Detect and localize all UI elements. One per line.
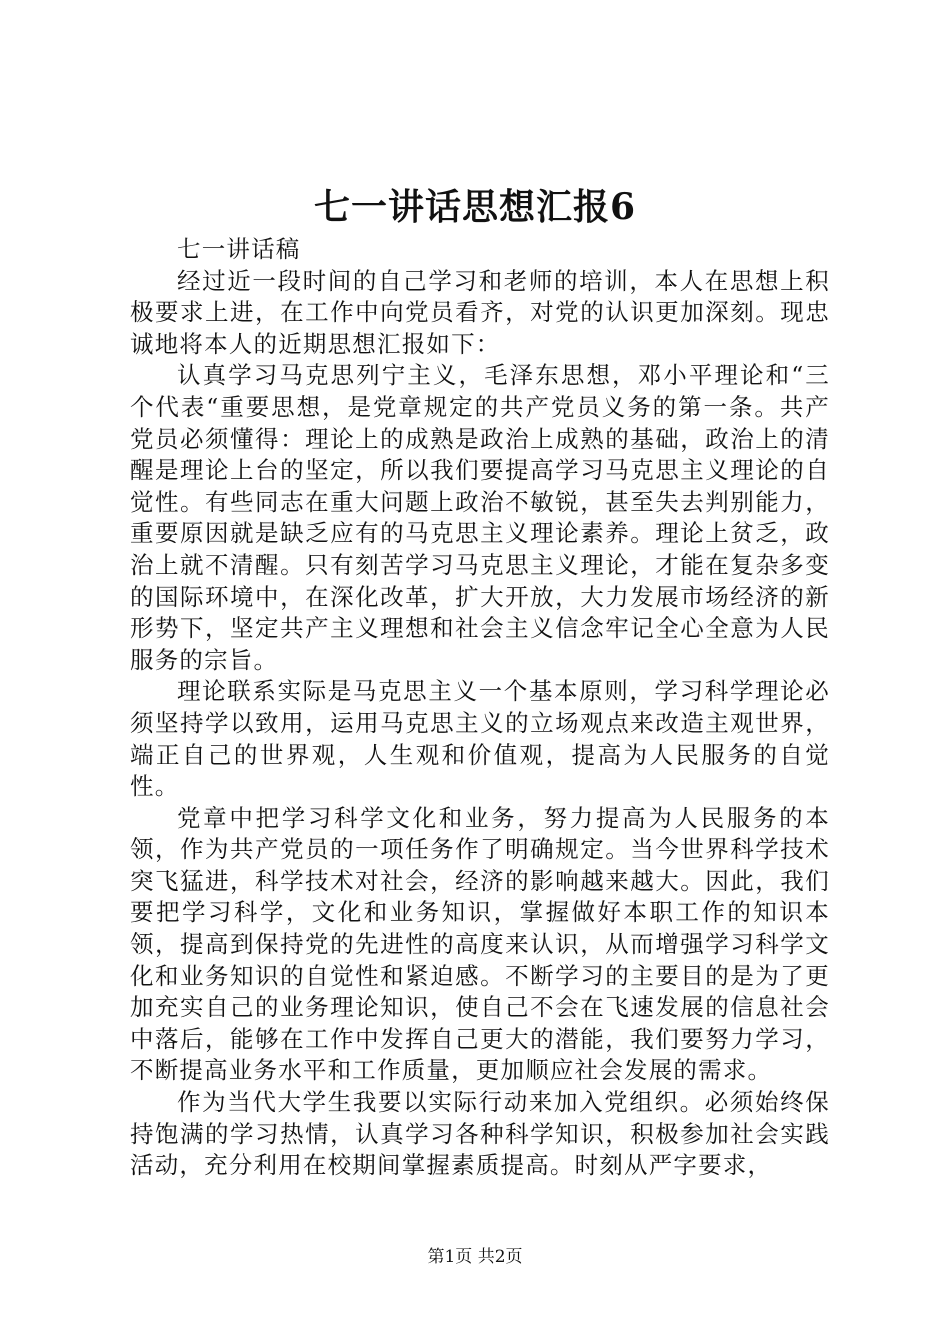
paragraph-culture-business: 党章中把学习科学文化和业务，努力提高为人民服务的本领，作为共产党员的一项任务作了明确规定。当今世界科学技术突飞猛进，科学技术对社会，经济的影响越来越大。因此，我们要把学习科学，文化和业务知识，掌握做好本职工作的知识本领，提高到保持党的先进性的高度来认识，从而增强学习科学文化和业务知识的自觉性和紧迫感。不断学习的主要目的是为了更加充实自己的业务理论知识，使自己不会在飞速发展的信息社会中落后，能够在工作中发挥自己更大的潜能，我们要努力学习，不断提高业务水平和工作质量，更加顺应社会发展的需求。: [130, 803, 830, 1085]
paragraph-student-action: 作为当代大学生我要以实际行动来加入党组织。必须始终保持饱满的学习热情，认真学习各种科学知识，积极参加社会实践活动，充分利用在校期间掌握素质提高。时刻从严字要求，: [130, 1088, 830, 1180]
paragraph-theory-study: 认真学习马克思列宁主义，毛泽东思想，邓小平理论和“三个代表“重要思想，是党章规定的共产党员义务的第一条。共产党员必须懂得：理论上的成熟是政治上成熟的基础，政治上的清醒是理论上台的坚定，所以我们要提高学习马克思主义理论的自觉性。有些同志在重大问题上政治不敏锐，甚至失去判别能力，重要原因就是缺乏应有的马克思主义理论素养。理论上贫乏，政治上就不清醒。只有刻苦学习马克思主义理论，才能在复杂多变的国际环境中，在深化改革，扩大开放，大力发展市场经济的新形势下，坚定共产主义理想和社会主义信念牢记全心全意为人民服务的宗旨。: [130, 361, 830, 674]
document-body: [130, 234, 830, 1182]
paragraph-subtitle: 七一讲话稿: [177, 235, 301, 263]
paragraph-theory-practice: 理论联系实际是马克思主义一个基本原则，学习科学理论必须坚持学以致用，运用马克思主义的立场观点来改造主观世界，端正自己的世界观，人生观和价值观，提高为人民服务的自觉性。: [130, 677, 830, 801]
paragraph-intro: 经过近一段时间的自己学习和老师的培训，本人在思想上积极要求上进，在工作中向党员看齐，对党的认识更加深刻。现忠诚地将本人的近期思想汇报如下：: [130, 266, 830, 358]
page-footer: 第1页 共2页: [427, 1247, 523, 1267]
document-title: 七一讲话思想汇报6: [313, 186, 637, 228]
